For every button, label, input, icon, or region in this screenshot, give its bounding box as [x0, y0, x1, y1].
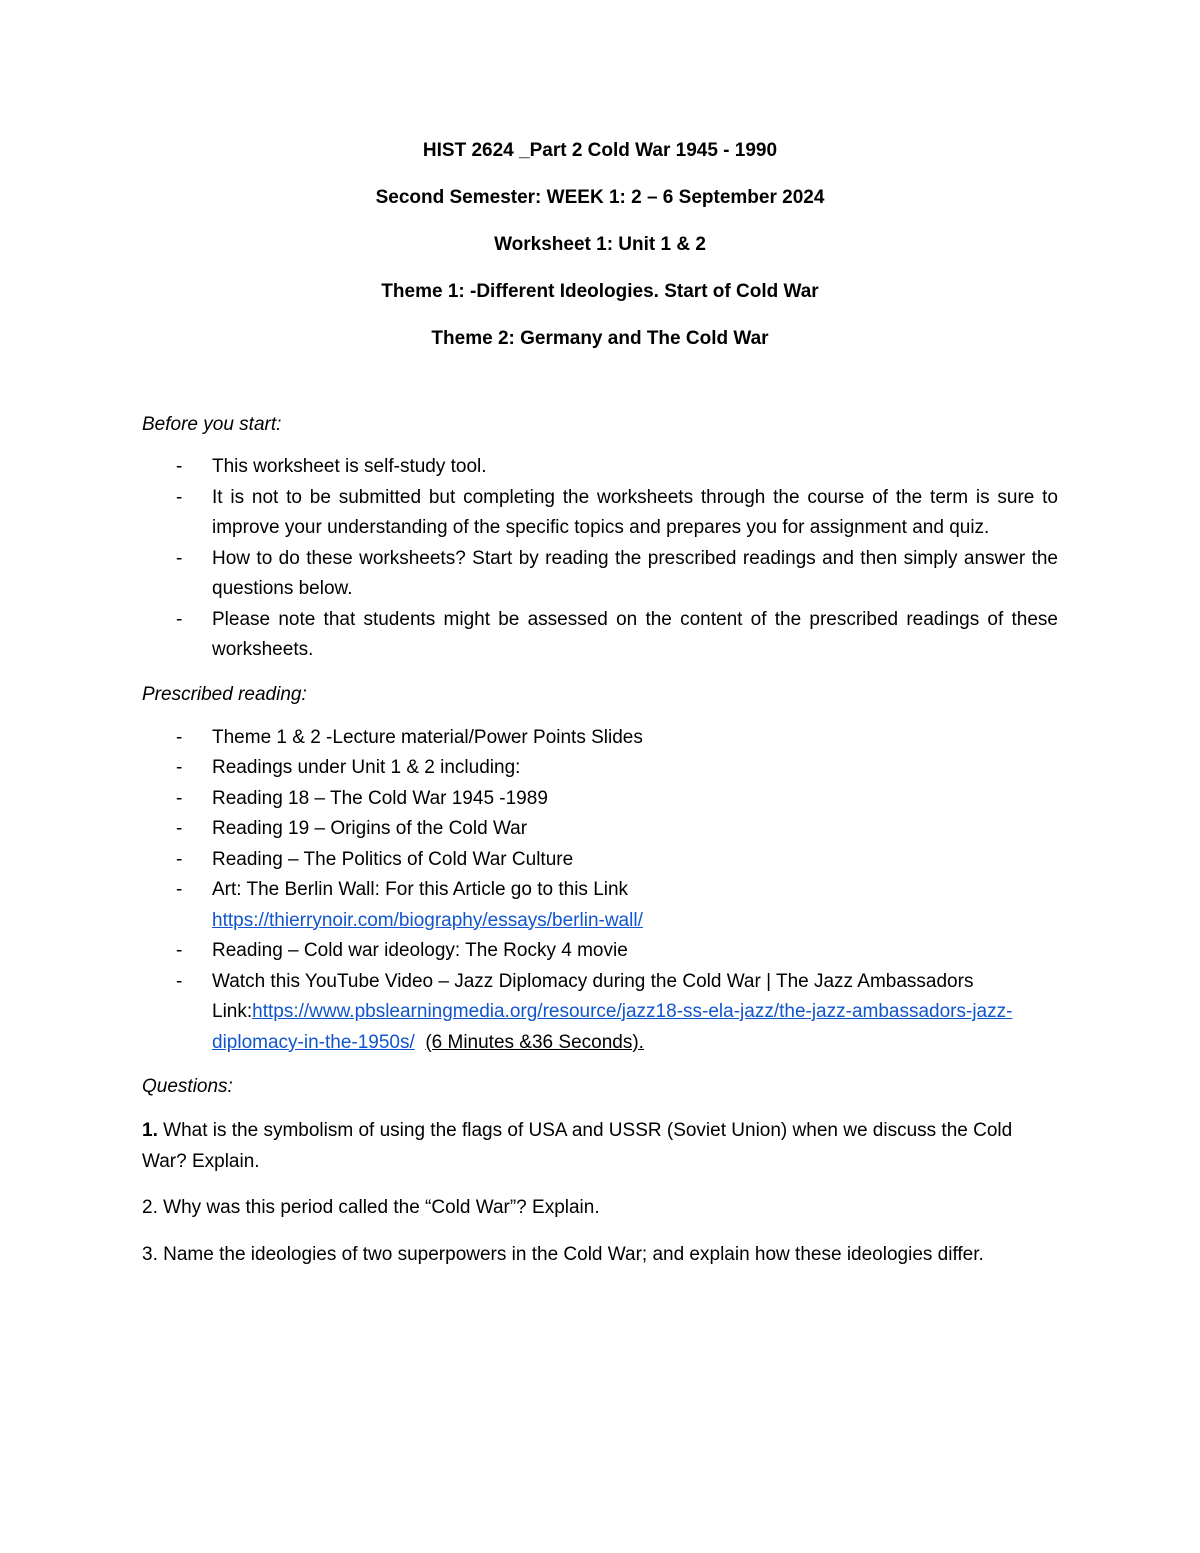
list-item: - Please note that students might be assessed on the content of the prescribed readings of these worksheets.	[176, 608, 1058, 660]
list-item: - Reading – Cold war ideology: The Rocky 4 movie	[176, 940, 628, 961]
worksheet-header	[142, 140, 1058, 350]
list-item: - How to do these worksheets? Start by reading the prescribed readings and then simply answer the questions below.	[176, 547, 1058, 599]
theme-2-title: Theme 2: Germany and The Cold War	[431, 328, 769, 349]
prescribed-reading-label: Prescribed reading:	[142, 683, 307, 705]
list-item: - Reading – The Politics of Cold War Culture	[176, 848, 574, 870]
jazz-video-link[interactable]: https://www.pbslearningmedia.org/resource/jazz18-ss-ela-jazz/the-jazz-ambassadors-jazz-diplomacy-in-the-1950s/	[212, 1001, 1013, 1053]
course-title: HIST 2624 _Part 2 Cold War 1945 - 1990	[422, 140, 778, 161]
list-item-berlin-wall: - Art: The Berlin Wall: For this Article go to this Link https://thierrynoir.com/biography/essays/berlin-wall/	[176, 879, 643, 931]
question-item: 2. Why was this period called the “Cold War”? Explain.	[142, 1197, 600, 1218]
questions-list	[142, 1116, 1058, 1270]
list-item: - Readings under Unit 1 & 2 including:	[176, 757, 521, 778]
list-item: - Theme 1 & 2 -Lecture material/Power Points Slides	[176, 726, 643, 748]
question-item: 3. Name the ideologies of two superpowers in the Cold War; and explain how these ideologies differ.	[142, 1243, 984, 1265]
list-item: - Reading 19 – Origins of the Cold War	[176, 818, 528, 839]
prescribed-reading-list	[142, 723, 1058, 1059]
video-duration: (6 Minutes &36 Seconds).	[425, 1031, 644, 1053]
list-item: - Reading 18 – The Cold War 1945 -1989	[176, 787, 548, 809]
theme-1-title: Theme 1: -Different Ideologies. Start of Cold War	[381, 281, 819, 302]
berlin-wall-link[interactable]: https://thierrynoir.com/biography/essays/berlin-wall/	[212, 909, 643, 931]
list-item-jazz-video: - Watch this YouTube Video – Jazz Diplomacy during the Cold War | The Jazz Ambassadors Link:https://www.pbslearningmedia.org/resource/jazz18-ss-ela-jazz/the-jazz-ambassadors-jazz-diplomacy-in-the-1950s/ (6 Minutes &36 Seconds).	[176, 970, 1013, 1053]
worksheet-page	[142, 140, 1058, 1286]
worksheet-title: Worksheet 1: Unit 1 & 2	[494, 234, 706, 255]
before-you-start-list	[142, 452, 1058, 666]
list-item: - It is not to be submitted but completing the worksheets through the course of the term is sure to improve your understanding of the specific topics and prepares you for assignment and quiz.	[176, 486, 1058, 538]
question-item: 1. What is the symbolism of using the flags of USA and USSR (Soviet Union) when we discuss the Cold War? Explain.	[142, 1120, 1013, 1172]
before-you-start-label: Before you start:	[142, 414, 282, 435]
questions-label: Questions:	[142, 1076, 233, 1097]
list-item: - This worksheet is self-study tool.	[176, 456, 487, 477]
semester-week: Second Semester: WEEK 1: 2 – 6 September 2024	[375, 187, 825, 208]
